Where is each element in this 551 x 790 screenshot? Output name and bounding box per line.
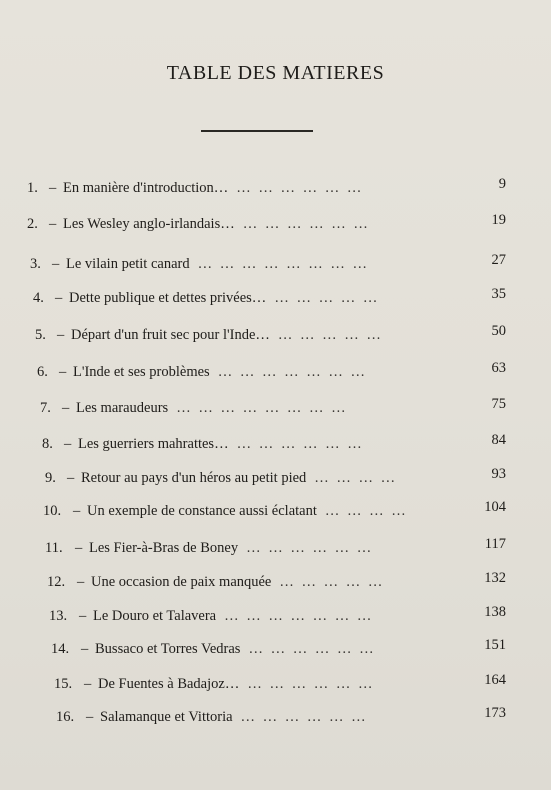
toc-dot-leader: … … … … [324,503,408,519]
toc-entry [45,536,506,562]
toc-entry-dash: – [81,641,89,657]
toc-entry-number: 1. [27,180,38,196]
toc-entry-page: 9 [498,176,506,192]
toc-entry [33,286,506,312]
toc-entry-dash: – [79,608,87,624]
toc-entry-dash: – [59,364,67,380]
toc-dot-leader: … … … … … … … [224,608,374,624]
toc-dot-leader: … … … … … … [240,709,368,725]
toc-entry-number: 10. [43,503,62,519]
toc-entry-number: 13. [49,608,68,624]
toc-entry-page: 173 [484,705,506,721]
page-title: TABLE DES MATIERES [166,62,385,84]
toc-entry-title: Dette publique et dettes privées… [69,290,267,306]
toc-entry-page: 19 [491,212,506,228]
toc-entry-number: 7. [40,400,51,416]
toc-entry-page: 117 [484,536,506,552]
toc-entry-dash: – [57,327,65,343]
toc-dot-leader: … … … … … … [247,676,375,692]
toc-entry [42,432,506,458]
toc-dot-leader: … … … … … … [236,436,364,452]
toc-dot-leader: … … … … … … … … [176,400,348,416]
toc-entry-dash: – [55,290,63,306]
toc-entry-title: Départ d'un fruit sec pour l'Inde… [71,327,270,343]
toc-entry-number: 4. [33,290,44,306]
toc-entry-number: 16. [56,709,75,725]
toc-entry-dash: – [62,400,70,416]
toc-entry-title: En manière d'introduction… [63,180,229,196]
toc-entry-number: 11. [45,540,63,556]
toc-entry-title: Le vilain petit canard [66,256,190,272]
toc-entry-number: 6. [37,364,48,380]
toc-entry [37,360,506,386]
toc-entry [35,323,506,349]
toc-dot-leader: … … … … … … [248,641,376,657]
toc-dot-leader: … … … … … [277,327,383,343]
toc-entry-title: Retour au pays d'un héros au petit pied [81,470,307,486]
toc-entry-title: Bussaco et Torres Vedras [95,641,241,657]
toc-entry-dash: – [77,574,85,590]
toc-entry-page: 75 [491,396,506,412]
toc-entry [40,396,506,422]
toc-entry-number: 12. [47,574,66,590]
toc-entry-number: 14. [51,641,70,657]
toc-entry-page: 164 [484,672,506,688]
toc-entry-title: De Fuentes à Badajoz… [98,676,240,692]
toc-entry-dash: – [73,503,81,519]
toc-entry-page: 138 [484,604,506,620]
toc-dot-leader: … … … … … … … [217,364,367,380]
toc-entry-page: 35 [491,286,506,302]
toc-entry-number: 2. [27,216,38,232]
toc-entry-number: 3. [30,256,41,272]
toc-entry-title: Salamanque et Vittoria [100,709,233,725]
toc-entry-dash: – [75,540,83,556]
toc-entry-title: L'Inde et ses problèmes [73,364,210,380]
toc-entry-title: Les Wesley anglo-irlandais… [63,216,235,232]
toc-entry [30,252,506,278]
toc-entry-dash: – [52,256,60,272]
toc-entry [45,466,506,492]
toc-entry-page: 50 [491,323,506,339]
toc-entry-dash: – [67,470,75,486]
toc-entry-title: Le Douro et Talavera [93,608,217,624]
toc-entry-dash: – [49,180,57,196]
toc-entry-dash: – [49,216,57,232]
toc-dot-leader: … … … … [314,470,398,486]
toc-entry-page: 84 [491,432,506,448]
toc-dot-leader: … … … … … … [246,540,374,556]
toc-entry [27,212,506,238]
toc-entry-number: 8. [42,436,53,452]
toc-entry [27,176,506,202]
toc-entry-dash: – [84,676,92,692]
toc-entry-title: Un exemple de constance aussi éclatant [87,503,317,519]
toc-entry [43,499,506,525]
toc-entry [51,637,506,663]
toc-entry [54,672,506,698]
toc-entry-number: 5. [35,327,46,343]
toc-entry-dash: – [86,709,94,725]
toc-dot-leader: … … … … … … … … [197,256,369,272]
toc-entry-page: 93 [491,466,506,482]
toc-entry-page: 63 [491,360,506,376]
toc-entry [56,705,506,731]
toc-entry-number: 9. [45,470,56,486]
toc-dot-leader: … … … … … [274,290,380,306]
toc-dot-leader: … … … … … [279,574,385,590]
toc-entry-dash: – [64,436,72,452]
toc-entry-page: 132 [484,570,506,586]
toc-entry-title: Les Fier-à-Bras de Boney [89,540,239,556]
toc-entry-page: 151 [484,637,506,653]
toc-entry-title: Les guerriers mahrattes… [78,436,229,452]
toc-entry-number: 15. [54,676,73,692]
toc-dot-leader: … … … … … … [236,180,364,196]
toc-entry-title: Une occasion de paix manquée [91,574,272,590]
toc-entry-page: 27 [491,252,506,268]
toc-entry-page: 104 [484,499,506,515]
toc-entry [49,604,506,630]
toc-entry-title: Les maraudeurs [76,400,169,416]
toc-dot-leader: … … … … … … [242,216,370,232]
toc-entry [47,570,506,596]
